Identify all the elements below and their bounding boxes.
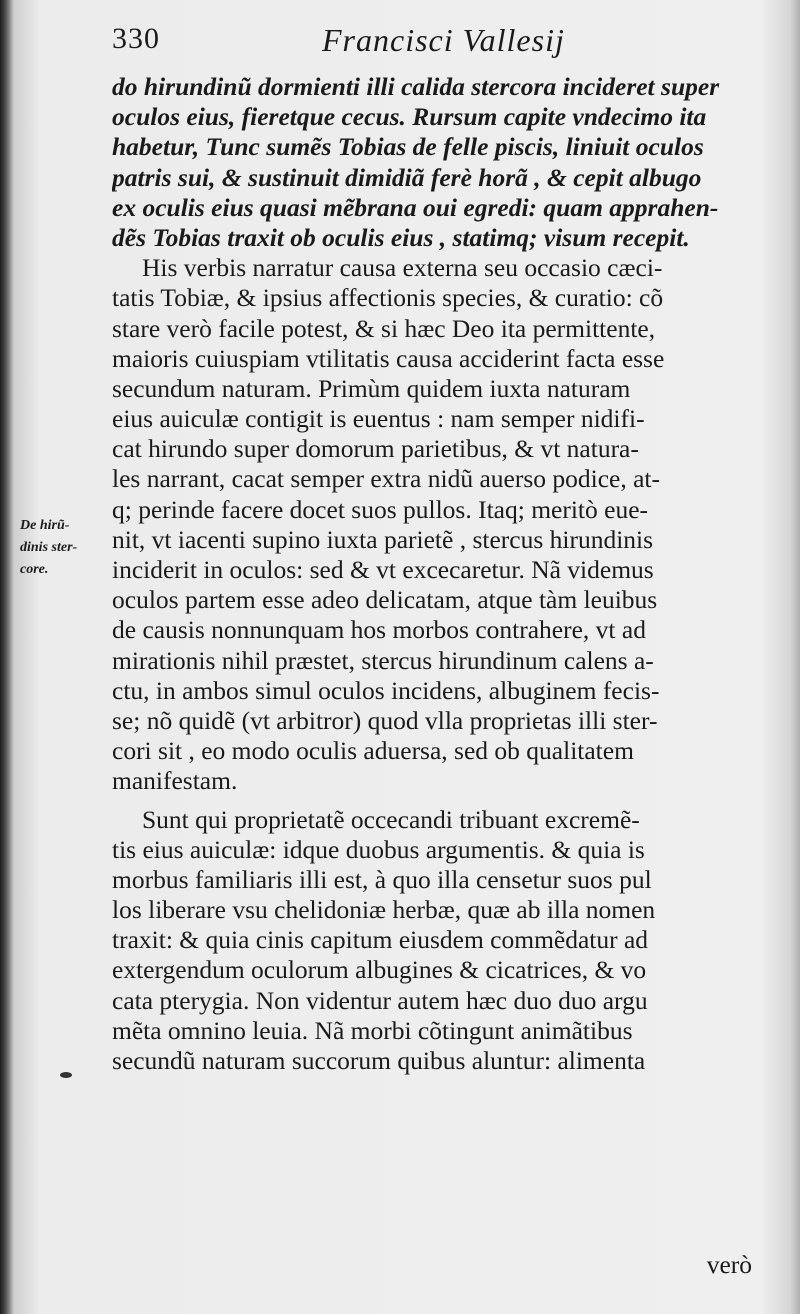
text-line: cori sit , eo modo oculis aduersa, sed ob qualitatem [112, 736, 634, 766]
text-line: His verbis narratur causa externa seu occasio cæci- [142, 253, 663, 283]
text-line: maioris cuiuspiam vtilitatis causa acciderint facta esse [112, 343, 665, 373]
text-line: cata pterygia. Non videntur autem hæc duo duo argu [112, 985, 648, 1015]
text-line: tatis Tobiæ, & ipsius affectionis species, & curatio: cõ [112, 283, 664, 313]
text-line: mẽta omnino leuia. Nã morbi cõtingunt animãtibus [112, 1015, 633, 1045]
text-line: stare verò facile potest, & si hæc Deo ita permittente, [112, 313, 656, 343]
text-line: cat hirundo super domorum parietibus, & vt natura- [112, 434, 639, 464]
text-line: les narrant, cacat semper extra nidũ auerso podice, at- [112, 464, 660, 494]
text-line: nit, vt iacenti supino iuxta parietẽ , stercus hirundinis [112, 524, 654, 554]
text-line: ctu, in ambos simul oculos incidens, albuginem fecis- [112, 675, 660, 705]
text-line: inciderit in oculos: sed & vt excecaretur. Nã videmus [112, 555, 654, 584]
margin-note-line: core. [20, 562, 49, 577]
text-line: se; nõ quidẽ (vt arbitror) quod vlla proprietas illi ster- [112, 705, 658, 735]
margin-note [20, 515, 112, 581]
ink-mark-icon [60, 1072, 72, 1078]
text-line: oculos partem esse adeo delicatam, atque tàm leuibus [112, 585, 658, 615]
text-line: secundum naturam. Primùm quidem iuxta naturam [112, 373, 631, 403]
text-line: morbus familiaris illi est, à quo illa censetur suos pul [112, 864, 652, 894]
text-line: dẽs Tobias traxit ob oculis eius , statimq; visum recepit. [112, 222, 690, 252]
text-line: de causis nonnunquam hos morbos contrahere, vt ad [112, 615, 646, 645]
text-line: patris sui, & sustinuit dimidiã ferè horã , & cepit albugo [112, 162, 702, 192]
page-number: 330 [112, 22, 160, 55]
margin-note-line: dinis ster- [20, 540, 78, 555]
text-line: do hirundinũ dormienti illi calida stercora incideret super [112, 72, 720, 101]
text-line: mirationis nihil præstet, stercus hirundinum calens a- [112, 645, 654, 675]
text-line: oculos eius, fieretque cecus. Rursum capite vndecimo ita [112, 102, 707, 132]
text-line: Sunt qui proprietatẽ occecandi tribuant excremẽ- [142, 804, 640, 834]
text-line: eius auiculæ contigit is euentus : nam semper nidifi- [112, 404, 645, 434]
text-line: los liberare vsu chelidoniæ herbæ, quæ ab illa nomen [112, 895, 656, 925]
page-header [0, 18, 800, 68]
catchword: verò [706, 1250, 752, 1279]
text-line: secundũ naturam succorum quibus aluntur: alimenta [112, 1046, 646, 1075]
running-title: Francisci Vallesij [322, 22, 565, 58]
text-line: extergendum oculorum albugines & cicatrices, & vo [112, 955, 647, 985]
text-line: manifestam. [112, 766, 238, 796]
text-line: ex oculis eius quasi mẽbrana oui egredi: quam apprahen- [112, 192, 719, 222]
body-text [112, 72, 772, 1076]
text-line: traxit: & quia cinis capitum eiusdem commẽdatur ad [112, 925, 649, 955]
margin-note-line: De hirũ- [20, 518, 70, 533]
paragraph-gap [112, 797, 772, 805]
text-line: tis eius auiculæ: idque duobus argumentis. & quia is [112, 834, 645, 864]
text-line: q; perinde facere docet suos pullos. Itaq; meritò eue- [112, 494, 649, 524]
text-line: habetur, Tunc sumẽs Tobias de felle piscis, liniuit oculos [112, 132, 704, 162]
